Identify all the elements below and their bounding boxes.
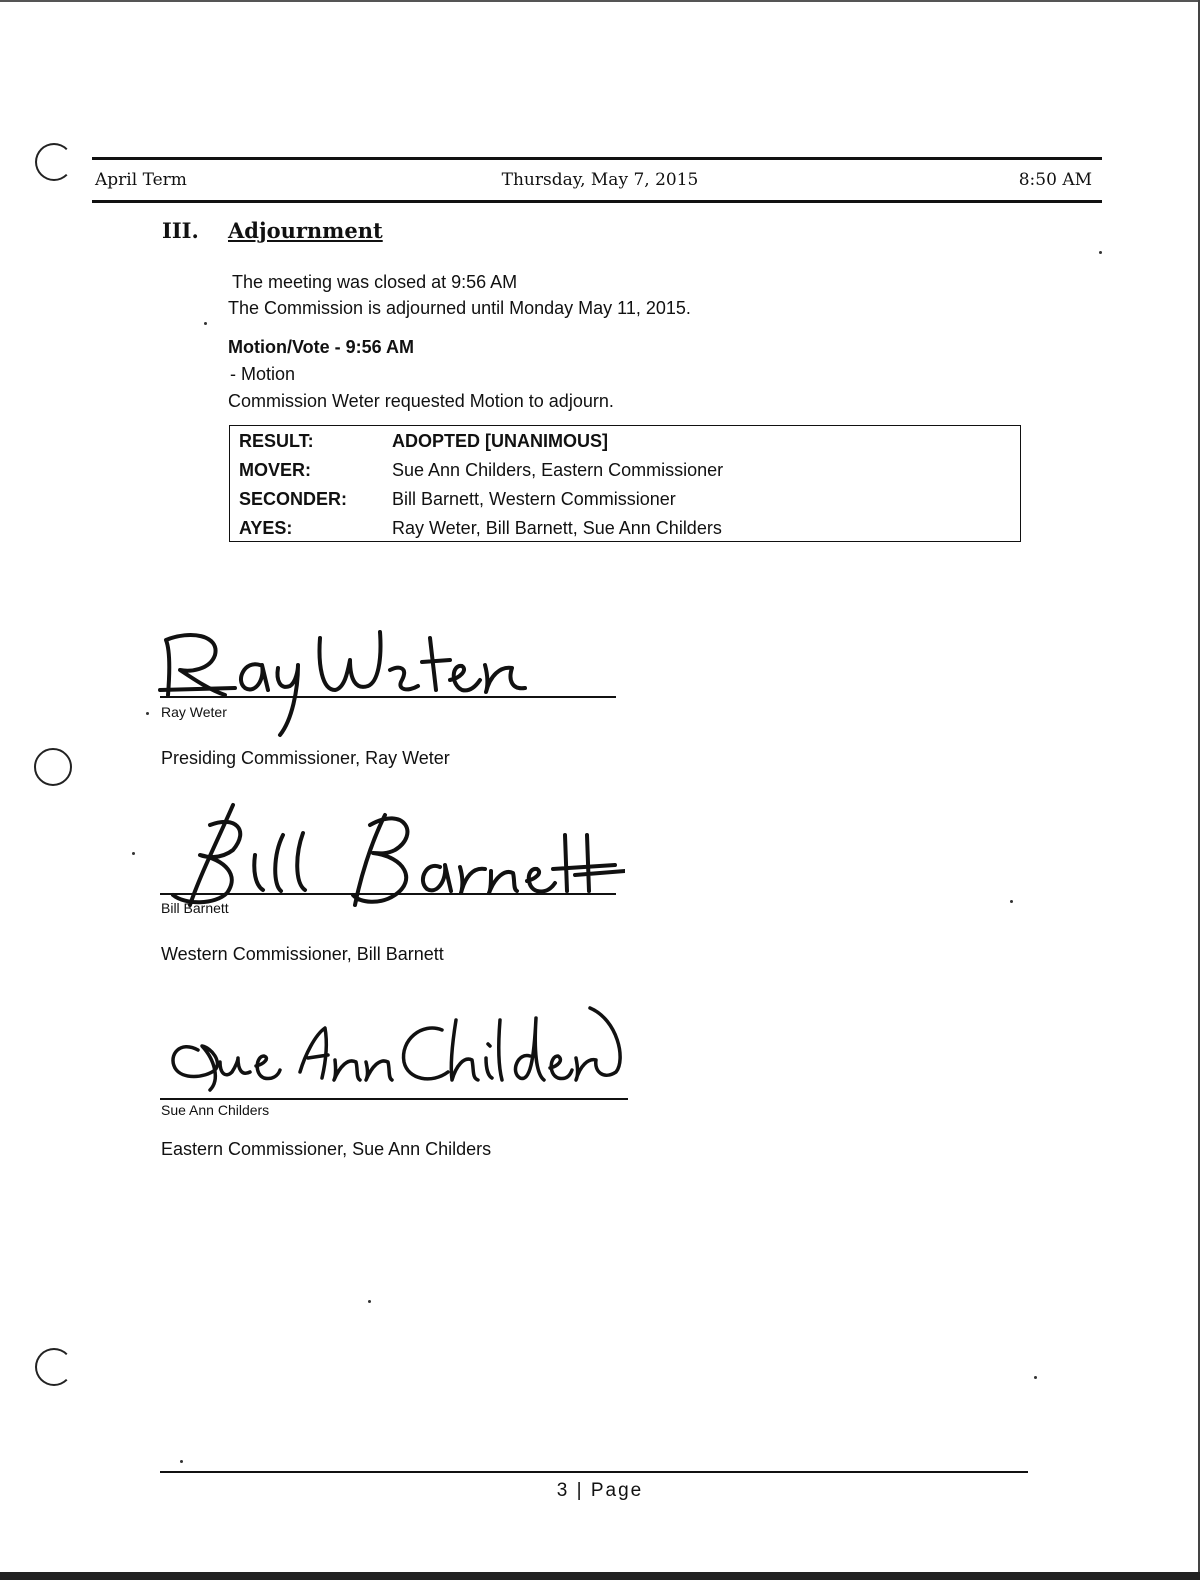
punch-hole-bottom — [35, 1348, 73, 1386]
scan-speck — [1034, 1376, 1037, 1379]
page-number: 3 | Page — [556, 1480, 644, 1501]
signature-name-2: Bill Barnett — [161, 900, 229, 916]
closed-text: The meeting was closed at 9:56 AM — [232, 272, 518, 292]
vote-value: Bill Barnett, Western Commissioner — [392, 489, 676, 509]
signature-title-3: Eastern Commissioner, Sue Ann Childers — [161, 1139, 492, 1159]
header-rule-bottom — [92, 200, 1102, 203]
section-title: Adjournment — [228, 218, 383, 243]
scan-speck — [1010, 900, 1013, 903]
motion-heading: Motion/Vote - 9:56 AM — [228, 337, 414, 357]
vote-label: AYES: — [239, 518, 293, 538]
header-term: April Term — [95, 170, 187, 190]
motion-sub: - Motion — [230, 364, 296, 384]
punch-hole-middle — [34, 748, 72, 786]
header-time: 8:50 AM — [1018, 170, 1092, 190]
section-number: III. — [162, 218, 199, 243]
scan-speck — [180, 1460, 183, 1463]
header-rule-top — [92, 157, 1102, 160]
adjourned-text: The Commission is adjourned until Monday May 11, 2015. — [228, 298, 691, 318]
signature-title-2: Western Commissioner, Bill Barnett — [161, 944, 444, 964]
vote-value: Sue Ann Childers, Eastern Commissioner — [392, 460, 724, 480]
scan-speck — [1099, 251, 1102, 254]
signature-ray-weter — [150, 610, 550, 740]
vote-value: Ray Weter, Bill Barnett, Sue Ann Childers — [392, 518, 722, 538]
signature-name-1: Ray Weter — [161, 704, 227, 720]
vote-label: SECONDER: — [239, 489, 348, 509]
vote-value: ADOPTED [UNANIMOUS] — [392, 431, 608, 451]
signature-line-1 — [160, 696, 616, 698]
scan-speck — [368, 1300, 371, 1303]
signature-title-1: Presiding Commissioner, Ray Weter — [161, 748, 450, 768]
scan-edge-top — [0, 0, 1200, 2]
signature-line-3 — [160, 1098, 628, 1100]
vote-table — [229, 425, 1021, 542]
scan-speck — [204, 322, 207, 325]
scan-edge-bottom — [0, 1572, 1200, 1580]
vote-label: MOVER: — [239, 460, 311, 480]
signature-line-2 — [160, 893, 616, 895]
vote-label: RESULT: — [239, 431, 314, 451]
signature-name-3: Sue Ann Childers — [161, 1102, 270, 1118]
footer-rule — [160, 1471, 1028, 1473]
signature-sue-ann-childers — [160, 1000, 630, 1095]
signature-bill-barnett — [155, 795, 625, 915]
header-date: Thursday, May 7, 2015 — [501, 170, 699, 190]
scan-speck — [132, 852, 135, 855]
motion-request: Commission Weter requested Motion to adjourn. — [228, 391, 614, 411]
scan-speck — [146, 712, 149, 715]
